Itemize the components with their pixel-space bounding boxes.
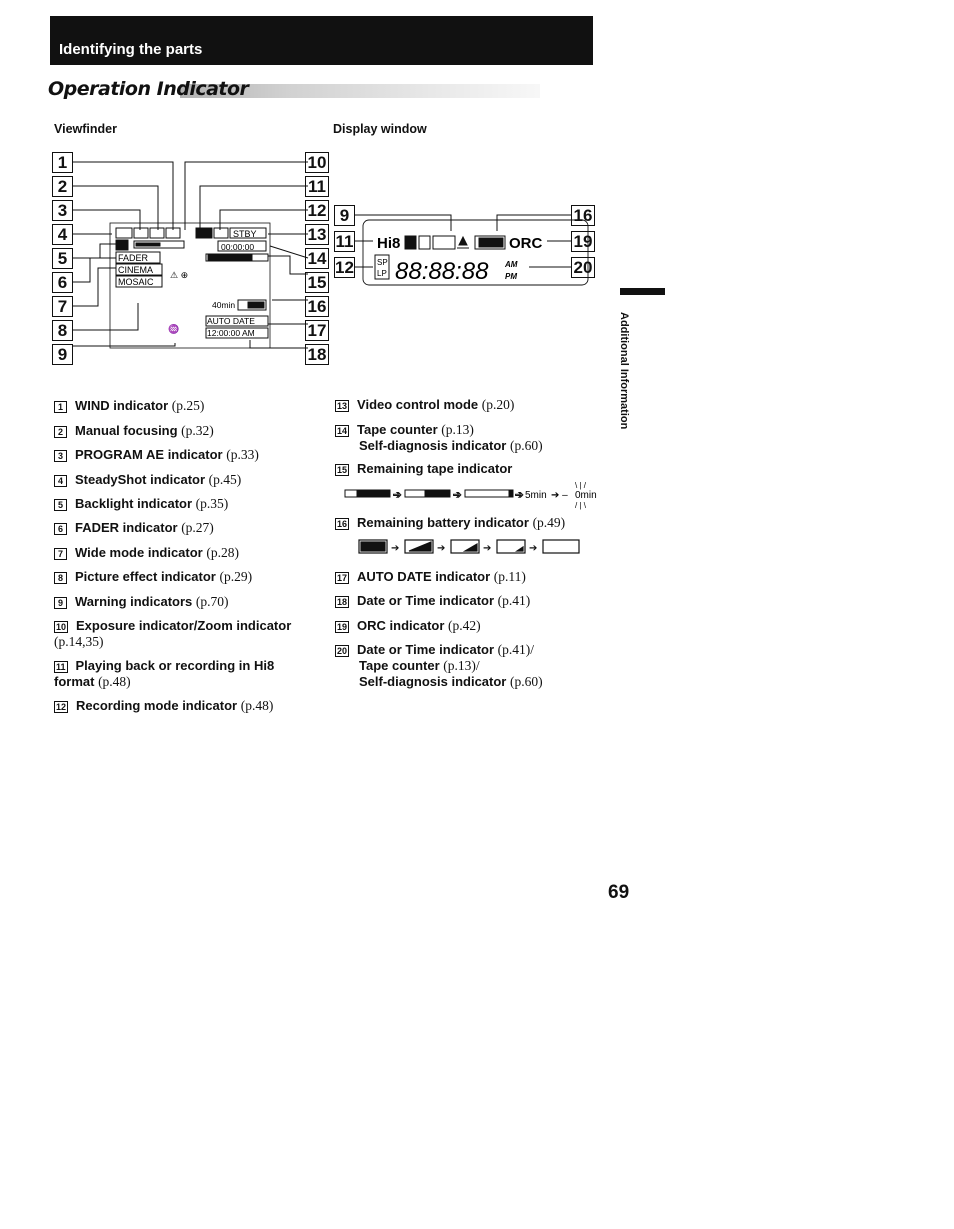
item-page: (p.41)/ (497, 642, 535, 657)
callout-2: 2 (52, 176, 73, 197)
indicator-item (335, 461, 512, 477)
callout-11: 11 (305, 176, 329, 197)
battery-sequence (355, 537, 595, 557)
item-number: 12 (56, 701, 67, 712)
item-number: 14 (337, 425, 348, 436)
indicator-item (54, 496, 228, 512)
item-number: 7 (54, 548, 67, 560)
counter-label: 00:00:00 (221, 242, 255, 252)
item-name: Wide mode indicator (75, 545, 207, 560)
item-name: SteadyShot indicator (75, 472, 209, 487)
svg-text:➔: ➔ (529, 543, 538, 554)
five-min-label: 5min (525, 490, 547, 501)
fader-label: FADER (118, 253, 149, 263)
item-page: (p.32) (181, 423, 214, 438)
item-subline: Self-diagnosis indicator (p.60) (359, 674, 543, 689)
callout-18: 18 (305, 344, 329, 365)
callout-7: 7 (52, 296, 73, 317)
item-page: (p.33) (226, 447, 259, 462)
item-name: Remaining battery indicator (357, 515, 533, 530)
cinema-label: CINEMA (118, 265, 154, 275)
callout-1: 1 (52, 152, 73, 173)
item-page: (p.11) (493, 569, 526, 584)
svg-text:➔: ➔ (393, 490, 402, 501)
digits-label: 88:88:88 (395, 258, 489, 285)
item-page: (p.70) (195, 594, 229, 609)
indicator-item (335, 515, 565, 531)
display-window-heading: Display window (333, 122, 427, 136)
sp-label: SP (377, 258, 388, 267)
indicator-item (54, 447, 259, 463)
tape-sequence (343, 482, 633, 512)
item-page: (p.45) (208, 472, 242, 487)
zero-min-label: 0min (575, 490, 597, 501)
display-window-diagram (333, 195, 598, 295)
indicator-item (54, 658, 314, 690)
item-name: AUTO DATE indicator (357, 569, 494, 584)
viewfinder-diagram (50, 148, 340, 363)
item-subline: Self-diagnosis indicator (p.60) (359, 438, 543, 453)
indicator-item (335, 397, 514, 413)
item-page: (p.49) (532, 515, 566, 530)
callout-13: 13 (305, 224, 329, 245)
item-name: Backlight indicator (75, 496, 196, 511)
viewfinder-heading: Viewfinder (54, 122, 117, 136)
section-title: Operation Indicator (48, 78, 249, 100)
item-name: Recording mode indicator (76, 698, 241, 713)
callout-5: 5 (52, 248, 73, 269)
item-number: 20 (337, 645, 348, 656)
item-page: (p.48) (240, 698, 274, 713)
item-page: (p.25) (171, 398, 205, 413)
callout-16: 16 (571, 205, 595, 226)
indicator-item (54, 398, 204, 414)
svg-text:➔: ➔ (515, 490, 524, 501)
indicator-item (54, 594, 228, 610)
auto-date-label: AUTO DATE (207, 316, 255, 326)
svg-text:➔: ➔ (453, 490, 462, 501)
callout-3: 3 (52, 200, 73, 221)
svg-text:/ | \: / | \ (575, 501, 586, 510)
indicator-item (335, 422, 543, 454)
callout-10: 10 (305, 152, 329, 173)
item-name: Date or Time indicator (357, 642, 498, 657)
svg-text:➔ –: ➔ – (551, 490, 568, 501)
item-name: WIND indicator (75, 398, 172, 413)
min-label: 40min (212, 300, 236, 310)
item-name: FADER indicator (75, 520, 182, 535)
item-number: 13 (337, 400, 348, 411)
mosaic-label: MOSAIC (118, 277, 154, 287)
item-number: 19 (337, 621, 348, 632)
item-page: (p.27) (181, 520, 214, 535)
item-page: (p.28) (206, 545, 239, 560)
shake-glyph: ♒ (168, 324, 180, 334)
item-number: 10 (56, 621, 67, 632)
item-page: (p.48) (98, 674, 131, 689)
item-name: Video control mode (357, 397, 482, 412)
callout-6: 6 (52, 272, 73, 293)
indicator-item (54, 520, 214, 536)
svg-text:\ | /: \ | / (575, 482, 586, 490)
item-number: 2 (54, 426, 67, 438)
item-number: 18 (337, 596, 348, 607)
item-number: 11 (56, 661, 66, 672)
callout-14: 14 (305, 248, 329, 269)
callout-15: 15 (305, 272, 329, 293)
svg-text:➔: ➔ (437, 543, 446, 554)
item-number: 16 (337, 518, 348, 529)
svg-text:➔: ➔ (391, 543, 400, 554)
item-name: Remaining tape indicator (357, 461, 513, 476)
hi8-label: Hi8 (377, 235, 401, 252)
item-page: (p.29) (219, 569, 253, 584)
item-number: 6 (54, 523, 67, 535)
item-page: (p.13) (441, 422, 474, 437)
item-number: 8 (54, 572, 67, 584)
item-name: Picture effect indicator (75, 569, 220, 584)
item-number: 3 (54, 450, 67, 462)
item-subline: Tape counter (p.13)/ (359, 658, 480, 673)
item-name: Manual focusing (75, 423, 182, 438)
callout-11: 11 (335, 232, 354, 251)
item-name: Exposure indicator/Zoom indicator (76, 618, 292, 633)
orc-label: ORC (509, 235, 543, 252)
item-number: 9 (54, 597, 67, 609)
indicator-item (335, 618, 481, 634)
callout-17: 17 (305, 320, 329, 341)
item-name: Tape counter (357, 422, 442, 437)
page-number: 69 (608, 882, 630, 903)
callout-8: 8 (52, 320, 73, 341)
header-title: Identifying the parts (59, 41, 203, 58)
pm-label: PM (505, 272, 517, 281)
indicator-item (54, 569, 252, 585)
stby-label: STBY (233, 229, 257, 239)
indicator-item (54, 423, 214, 439)
item-number: 17 (337, 572, 348, 583)
item-page: (p.42) (448, 618, 481, 633)
item-page: (p.41) (497, 593, 531, 608)
callout-20: 20 (571, 257, 595, 278)
callout-19: 19 (571, 231, 595, 252)
sidebar-label: Additional Information (618, 312, 630, 430)
item-number: 1 (54, 401, 67, 413)
indicator-item (54, 545, 239, 561)
callout-4: 4 (52, 224, 73, 245)
item-number: 5 (54, 499, 67, 511)
am-label: AM (505, 260, 518, 269)
item-page: (p.35) (195, 496, 229, 511)
warning-glyphs: ⚠ ⊕ (170, 270, 189, 280)
item-name: Date or Time indicator (357, 593, 498, 608)
lp-label: LP (377, 269, 387, 278)
time-label: 12:00:00 AM (207, 328, 255, 338)
indicator-item (335, 569, 526, 585)
sidebar-mark (620, 288, 665, 295)
item-number: 4 (54, 475, 67, 487)
svg-text:➔: ➔ (483, 543, 492, 554)
item-name: ORC indicator (357, 618, 449, 633)
item-name: Warning indicators (75, 594, 196, 609)
item-name: PROGRAM AE indicator (75, 447, 227, 462)
callout-9: 9 (334, 205, 355, 226)
item-name: Playing back or recording in Hi8 format (54, 658, 275, 689)
indicator-item (54, 472, 241, 488)
indicator-item (335, 642, 543, 690)
item-page: (p.20) (481, 397, 515, 412)
item-number: 15 (337, 464, 348, 475)
callout-12: 12 (305, 200, 329, 221)
indicator-item (54, 698, 273, 714)
callout-9: 9 (52, 344, 73, 365)
indicator-item (335, 593, 530, 609)
item-page: (p.14,35) (54, 634, 104, 649)
callout-12: 12 (335, 258, 354, 277)
callout-16: 16 (305, 296, 329, 317)
indicator-item (54, 618, 314, 650)
